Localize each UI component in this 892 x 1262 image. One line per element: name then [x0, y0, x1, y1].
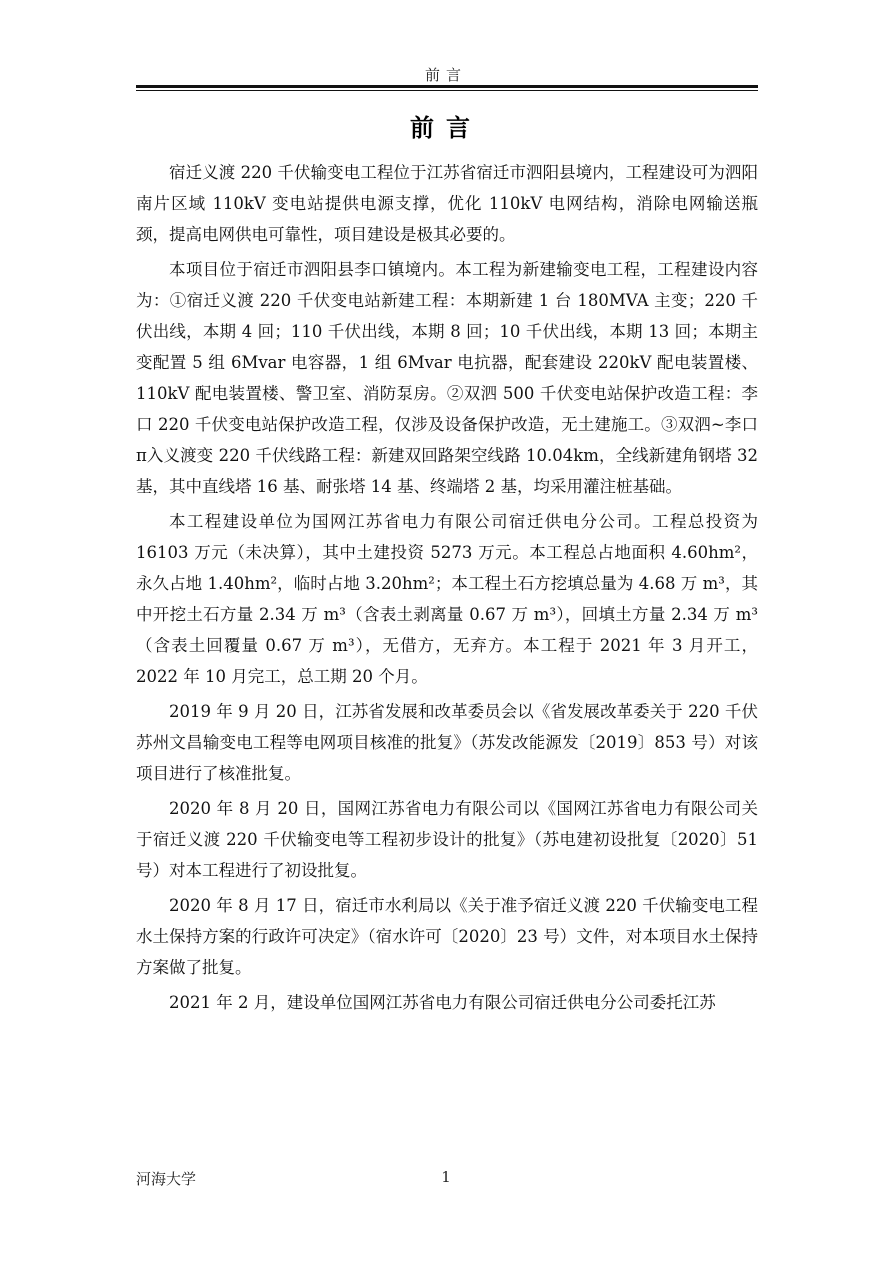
- paragraph-approval-2019: 2019 年 9 月 20 日，江苏省发展和改革委员会以《省发展改革委关于 220 千伏苏州文昌输变电工程等电网项目核准的批复》（苏发改能源发〔2019〕853 号）对该项目进行了核准批复。: [136, 702, 758, 783]
- running-header: 前言: [424, 66, 467, 84]
- paragraph-investment: 本工程建设单位为国网江苏省电力有限公司宿迁供电分公司。工程总投资为 16103 万元（未决算），其中土建投资 5273 万元。本工程总占地面积 4.60hm²，永久占地 1.40hm²，临时占地 3.20hm²；本工程土石方挖填总量为 4.68 万 m³，其中开挖土石方量 2.34 万 m³（含表土剥离量 0.67 万 m³），回填土方量 2.34 万 m³（含表土回覆量 0.67 万 m³），无借方，无弃方。本工程于 2021 年 3 月开工，2022 年 10 月完工，总工期 20 个月。: [136, 512, 758, 686]
- footer-institution: 河海大学: [136, 1170, 197, 1188]
- paragraph-water-approval-2020: 2020 年 8 月 17 日，宿迁市水利局以《关于准予宿迁义渡 220 千伏输变电工程水土保持方案的行政许可决定》（宿水许可〔2020〕23 号）文件，对本项目水土保持方案做了批复。: [136, 896, 758, 977]
- paragraph-design-approval-2020: 2020 年 8 月 20 日，国网江苏省电力有限公司以《国网江苏省电力有限公司关于宿迁义渡 220 千伏输变电等工程初步设计的批复》（苏电建初设批复〔2020〕51 号）对本工程进行了初设批复。: [136, 799, 758, 880]
- footer-page-number: 1: [441, 1168, 451, 1186]
- paragraph-scope: 本项目位于宿迁市泗阳县李口镇境内。本工程为新建输变电工程，工程建设内容为：①宿迁义渡 220 千伏变电站新建工程：本期新建 1 台 180MVA 主变；220 千伏出线，本期 4 回；110 千伏出线，本期 8 回；10 千伏出线，本期 13 回；本期主变配置 5 组 6Mvar 电容器，1 组 6Mvar 电抗器，配套建设 220kV 配电装置楼、110kV 配电装置楼、警卫室、消防泵房。②双泗 500 千伏变电站保护改造工程：李口 220 千伏变电站保护改造工程，仅涉及设备保护改造，无土建施工。③双泗~李口π入义渡变 220 千伏线路工程：新建双回路架空线路 10.04km，全线新建角钢塔 32 基，其中直线塔 16 基、耐张塔 14 基、终端塔 2 基，均采用灌注桩基础。: [136, 260, 758, 496]
- header-rule-thin: [136, 90, 758, 91]
- page-title: 前言: [410, 113, 482, 142]
- body-text: [136, 157, 758, 1022]
- paragraph-intro: 宿迁义渡 220 千伏输变电工程位于江苏省宿迁市泗阳县境内，工程建设可为泗阳南片区域 110kV 变电站提供电源支撑，优化 110kV 电网结构，消除电网输送瓶颈，提高电网供电可靠性，项目建设是极其必要的。: [136, 163, 758, 244]
- paragraph-commission-2021: 2021 年 2 月，建设单位国网江苏省电力有限公司宿迁供电分公司委托江苏: [169, 993, 716, 1012]
- header-rule-thick: [136, 85, 758, 88]
